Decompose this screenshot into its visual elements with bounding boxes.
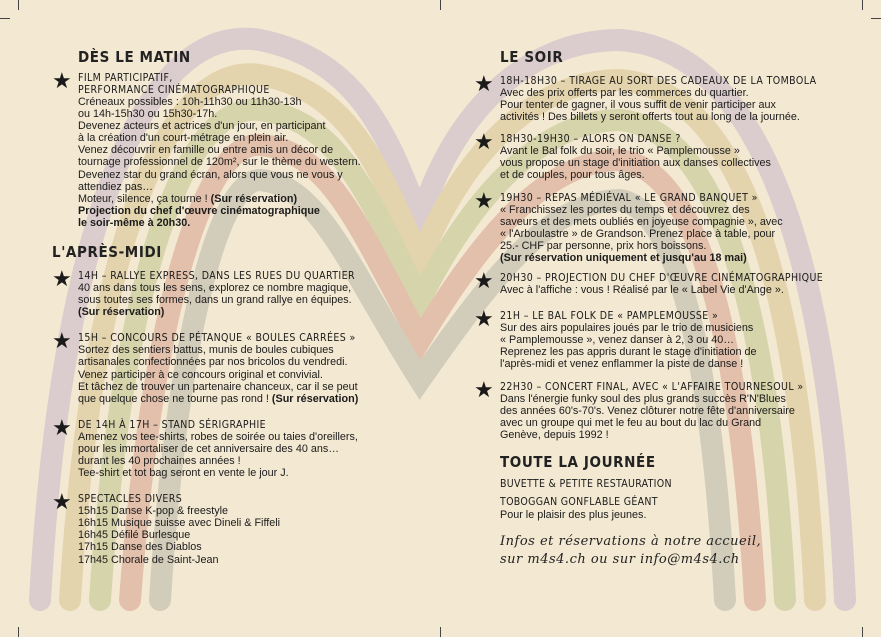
event-projection	[474, 268, 864, 297]
crop-mark	[862, 627, 863, 637]
star-icon: ★	[52, 414, 72, 440]
text-line: le soir-même à 20h30.	[78, 216, 191, 229]
text-line: durant les 40 prochaines années !	[78, 454, 241, 467]
footer-contact: sur m4s4.ch ou sur info@m4s4.ch	[500, 551, 740, 567]
text-line: pour les immortaliser de cet anniversaire des 40 ans…	[78, 442, 340, 455]
event-title: PERFORMANCE CINÉMATOGRAPHIQUE	[78, 84, 270, 96]
text-line: vous propose un stage d'initiation aux danses collectives	[500, 157, 771, 170]
star-icon: ★	[52, 266, 72, 292]
text-line: 40 ans dans tous les sens, explorez ce nombre magique,	[78, 282, 352, 295]
text-line: saveurs et des mets oubliés en joyeuse compagnie », avec	[500, 215, 783, 228]
text-line: 17h15 Danse des Diablos	[78, 541, 202, 554]
text-span: Moteur, silence, ça tourne !	[78, 192, 211, 205]
text-line: des années 60's-70's. Venez clôturer notre fête d'anniversaire	[500, 404, 795, 417]
text-line: Créneaux possibles : 10h-11h30 ou 11h30-13h	[78, 96, 302, 108]
text-line: attendiez pas…	[78, 180, 154, 193]
event-spectacles	[52, 489, 432, 566]
event-description	[500, 393, 864, 441]
section-title-all-day: TOUTE LA JOURNÉE	[500, 452, 656, 471]
section-title-morning: DÈS LE MATIN	[78, 48, 191, 66]
event-title: 20H30 – PROJECTION DU CHEF D'ŒUVRE CINÉMATOGRAPHIQUE	[500, 272, 824, 285]
event-title: 21H – LE BAL FOLK DE « PAMPLEMOUSSE »	[500, 310, 719, 323]
text-line: « Franchissez les portes du temps et découvrez des	[500, 203, 750, 216]
text-line: et de couples, pour tous âges.	[500, 169, 645, 182]
event-description	[500, 284, 864, 296]
star-icon: ★	[52, 68, 72, 93]
footer-info: Infos et réservations à notre accueil,	[500, 533, 762, 549]
event-bal-folk	[474, 306, 864, 371]
all-day-line: BUVETTE & PETITE RESTAURATION	[500, 477, 672, 490]
text-line: Devenez star du grand écran, alors que vous ne vous y	[78, 168, 343, 181]
text-line: Sur des airs populaires joués par le trio de musiciens	[500, 322, 754, 335]
text-line: avec un groupe qui met le feu au bout du lac du Grand	[500, 416, 762, 429]
star-icon: ★	[474, 187, 494, 213]
event-description	[78, 505, 432, 565]
event-title: 15H – CONCOURS DE PÉTANQUE « BOULES CARRÉES »	[78, 332, 356, 345]
event-danse	[474, 129, 864, 182]
section-title-afternoon: L'APRÈS-MIDI	[52, 243, 162, 262]
reservation-note: (Sur réservation)	[271, 392, 359, 405]
event-title: SPECTACLES DIVERS	[78, 493, 183, 506]
reservation-note: (Sur réservation uniquement et jusqu'au 18 mai)	[500, 251, 747, 264]
crop-mark	[18, 0, 19, 10]
event-description	[78, 431, 432, 479]
crop-mark	[440, 0, 441, 10]
event-serigraphie	[52, 414, 432, 480]
text-line: Sortez des sentiers battus, munis de boules cubiques	[78, 344, 334, 357]
crop-mark	[871, 18, 881, 19]
event-description	[500, 145, 864, 181]
event-tombola	[474, 71, 864, 124]
text-line: l'après-midi et venez enflammer la piste de danse !	[500, 358, 744, 371]
text-line	[78, 193, 432, 205]
reservation-note: (Sur réservation)	[78, 306, 165, 319]
text-line: Avec des prix offerts par les commerces du quartier.	[500, 87, 749, 99]
all-day-note: Pour le plaisir des plus jeunes.	[500, 508, 647, 521]
text-line: Pour tenter de gagner, il vous suffit de venir participer aux	[500, 99, 776, 112]
event-repas	[474, 187, 864, 264]
event-title: 22H30 – CONCERT FINAL, AVEC « L'AFFAIRE TOURNESOUL »	[500, 380, 804, 393]
all-day-line: TOBOGGAN GONFLABLE GÉANT	[500, 495, 658, 508]
text-line: Projection du chef d'œuvre cinématographique	[78, 204, 320, 217]
event-title: 18H30-19H30 – ALORS ON DANSE ?	[500, 133, 681, 146]
text-line: Avec à l'affiche : vous ! Réalisé par le « Label Vie d'Ange ».	[500, 284, 784, 297]
event-film	[52, 68, 432, 229]
text-line: 17h45 Chorale de Saint-Jean	[78, 553, 219, 566]
reservation-note: (Sur réservation)	[210, 192, 298, 205]
star-icon: ★	[52, 328, 72, 354]
event-title: DE 14H À 17H – STAND SÉRIGRAPHIE	[78, 418, 267, 431]
text-line: Reprenez les pas appris durant le stage d'initiation de	[500, 346, 757, 359]
left-column	[52, 48, 432, 566]
star-icon: ★	[474, 268, 494, 294]
event-title: 14H – RALLYE EXPRESS, DANS LES RUES DU QUARTIER	[78, 270, 355, 283]
text-line: 25.- CHF par personne, prix hors boissons.	[500, 239, 707, 252]
text-line: « Pamplemousse », venez danser à 2, 3 ou 40…	[500, 334, 735, 347]
event-petanque	[52, 328, 432, 405]
text-line: 15h15 Danse K-pop & freestyle	[78, 505, 229, 518]
text-line: artisanales confectionnées par nos bricolos du vendredi.	[78, 356, 348, 369]
event-title: 18H-18H30 – TIRAGE AU SORT DES CADEAUX DE LA TOMBOLA	[500, 75, 817, 87]
text-line: ou 14h-15h30 ou 15h30-17h.	[78, 108, 218, 121]
text-line	[78, 393, 432, 405]
event-concert	[474, 376, 864, 441]
section-title-evening: LE SOIR	[500, 48, 564, 66]
crop-mark	[440, 627, 441, 637]
crop-mark	[18, 627, 19, 637]
event-description	[500, 87, 864, 123]
text-span: que quelque chose ne tourne pas rond !	[78, 392, 272, 405]
event-description	[78, 282, 432, 318]
text-line: Venez participer à ce concours original et convivial.	[78, 368, 323, 381]
text-line: Avant le Bal folk du soir, le trio « Pamplemousse »	[500, 145, 740, 158]
text-line: Amenez vos tee-shirts, robes de soirée ou taies d'oreillers,	[78, 430, 358, 443]
event-description	[500, 322, 864, 370]
event-description	[78, 96, 432, 229]
all-day-section	[474, 453, 864, 569]
text-line: à la création d'un court-métrage en plein air.	[78, 132, 289, 145]
text-line: 16h15 Musique suisse avec Dineli & Fiffeli	[78, 517, 281, 530]
text-line: Et tâchez de trouver un partenaire chanceux, car il se peut	[78, 380, 358, 393]
text-line: Venez découvrir en famille ou entre amis un décor de	[78, 144, 334, 157]
crop-mark	[0, 18, 10, 19]
star-icon: ★	[474, 129, 494, 155]
event-title: FILM PARTICIPATIF,	[78, 72, 173, 84]
event-description	[500, 204, 864, 264]
star-icon: ★	[474, 306, 494, 332]
star-icon: ★	[474, 71, 494, 96]
crop-mark	[862, 0, 863, 10]
text-line: 16h45 Défilé Burlesque	[78, 529, 191, 542]
event-description	[78, 344, 432, 404]
text-line: Genève, depuis 1992 !	[500, 428, 609, 441]
event-rallye	[52, 266, 432, 319]
text-line: Tee-shirt et tot bag seront en vente le jour J.	[78, 467, 289, 480]
text-line: sous toutes ses formes, dans un grand rallye en équipes.	[78, 294, 352, 307]
text-line: Dans l'énergie funky soul des plus grands succès R'N'Blues	[500, 392, 786, 405]
text-line: Devenez acteurs et actrices d'un jour, en participant	[78, 120, 326, 133]
right-column	[474, 48, 864, 569]
text-line: « l'Arboulastre » de Grandson. Prenez place à table, pour	[500, 227, 776, 240]
star-icon: ★	[474, 376, 494, 402]
text-line: tournage professionnel de 120m², sur le thème du western.	[78, 156, 361, 169]
star-icon: ★	[52, 489, 72, 515]
event-title: 19H30 – REPAS MÉDIÉVAL « LE GRAND BANQUET »	[500, 191, 758, 204]
text-line: activités ! Des billets y seront offerts tout au long de la journée.	[500, 111, 800, 124]
